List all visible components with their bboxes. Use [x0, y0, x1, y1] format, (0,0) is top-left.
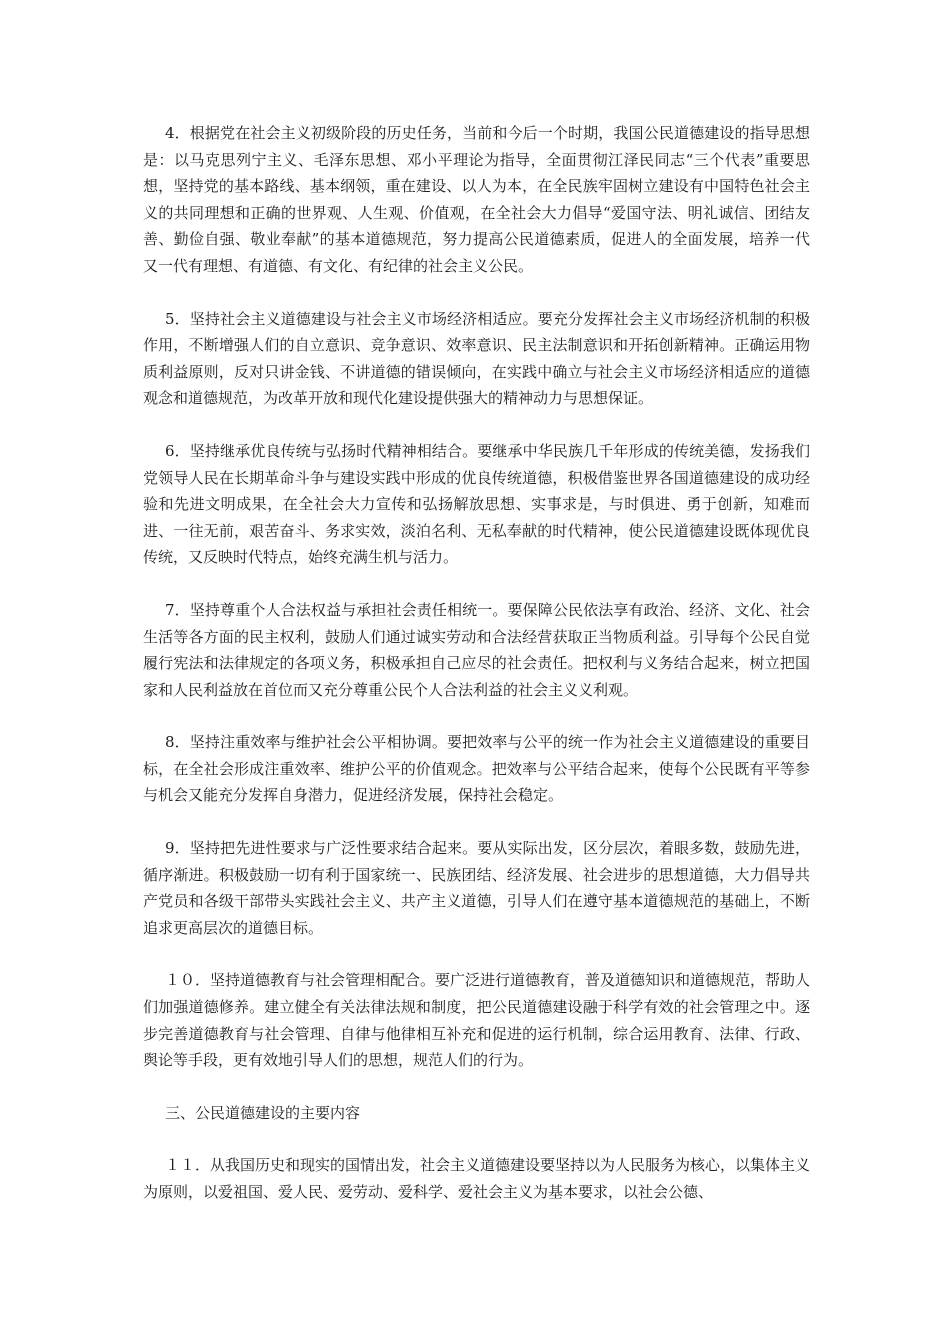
- document-body: [143, 120, 810, 1232]
- paragraph-7: 7．坚持尊重个人合法权益与承担社会责任相统一。要保障公民依法享有政治、经济、文化、社会生活等各方面的民主权利，鼓励人们通过诚实劳动和合法经营获取正当物质利益。引导每个公民自觉履行宪法和法律规定的各项义务，积极承担自己应尽的社会责任。把权利与义务结合起来，树立把国家和人民利益放在首位而又充分尊重公民个人合法利益的社会主义义利观。: [143, 600, 810, 699]
- section-heading: 三、公民道德建设的主要内容: [165, 1103, 361, 1122]
- paragraph-4: 4．根据党在社会主义初级阶段的历史任务，当前和今后一个时期，我国公民道德建设的指导思想是：以马克思列宁主义、毛泽东思想、邓小平理论为指导，全面贯彻江泽民同志“三个代表”重要思想，坚持党的基本路线、基本纲领，重在建设、以人为本，在全民族牢固树立建设有中国特色社会主义的共同理想和正确的世界观、人生观、价值观，在全社会大力倡导“爱国守法、明礼诚信、团结友善、勤俭自强、敬业奉献”的基本道德规范，努力提高公民道德素质，促进人的全面发展，培养一代又一代有理想、有道德、有文化、有纪律的社会主义公民。: [143, 124, 810, 275]
- paragraph-5: 5．坚持社会主义道德建设与社会主义市场经济相适应。要充分发挥社会主义市场经济机制的积极作用，不断增强人们的自立意识、竞争意识、效率意识、民主法制意识和开拓创新精神。正确运用物质利益原则，反对只讲金钱、不讲道德的错误倾向，在实践中确立与社会主义市场经济相适应的道德观念和道德规范，为改革开放和现代化建设提供强大的精神动力与思想保证。: [143, 309, 810, 408]
- paragraph-6: 6．坚持继承优良传统与弘扬时代精神相结合。要继承中华民族几千年形成的传统美德，发扬我们党领导人民在长期革命斗争与建设实践中形成的优良传统道德，积极借鉴世界各国道德建设的成功经验和先进文明成果，在全社会大力宣传和弘扬解放思想、实事求是，与时俱进、勇于创新，知难而进、一往无前，艰苦奋斗、务求实效，淡泊名利、无私奉献的时代精神，使公民道德建设既体现优良传统，又反映时代特点，始终充满生机与活力。: [143, 441, 810, 567]
- paragraph-11: １１．从我国历史和现实的国情出发，社会主义道德建设要坚持以为人民服务为核心，以集体主义为原则，以爱祖国、爱人民、爱劳动、爱科学、爱社会主义为基本要求，以社会公德、: [143, 1156, 811, 1201]
- paragraph-10: １０．坚持道德教育与社会管理相配合。要广泛进行道德教育，普及道德知识和道德规范，帮助人们加强道德修养。建立健全有关法律法规和制度，把公民道德建设融于科学有效的社会管理之中。逐步完善道德教育与社会管理、自律与他律相互补充和促进的运行机制，综合运用教育、法律、行政、舆论等手段，更有效地引导人们的思想，规范人们的行为。: [143, 971, 811, 1070]
- paragraph-8: 8．坚持注重效率与维护社会公平相协调。要把效率与公平的统一作为社会主义道德建设的重要目标，在全社会形成注重效率、维护公平的价值观念。把效率与公平结合起来，使每个公民既有平等参与机会又能充分发挥自身潜力，促进经济发展，保持社会稳定。: [143, 733, 810, 805]
- paragraph-9: 9．坚持把先进性要求与广泛性要求结合起来。要从实际出发，区分层次，着眼多数，鼓励先进，循序渐进。积极鼓励一切有利于国家统一、民族团结、经济发展、社会进步的思想道德，大力倡导共产党员和各级干部带头实践社会主义、共产主义道德，引导人们在遵守基本道德规范的基础上，不断追求更高层次的道德目标。: [143, 839, 810, 937]
